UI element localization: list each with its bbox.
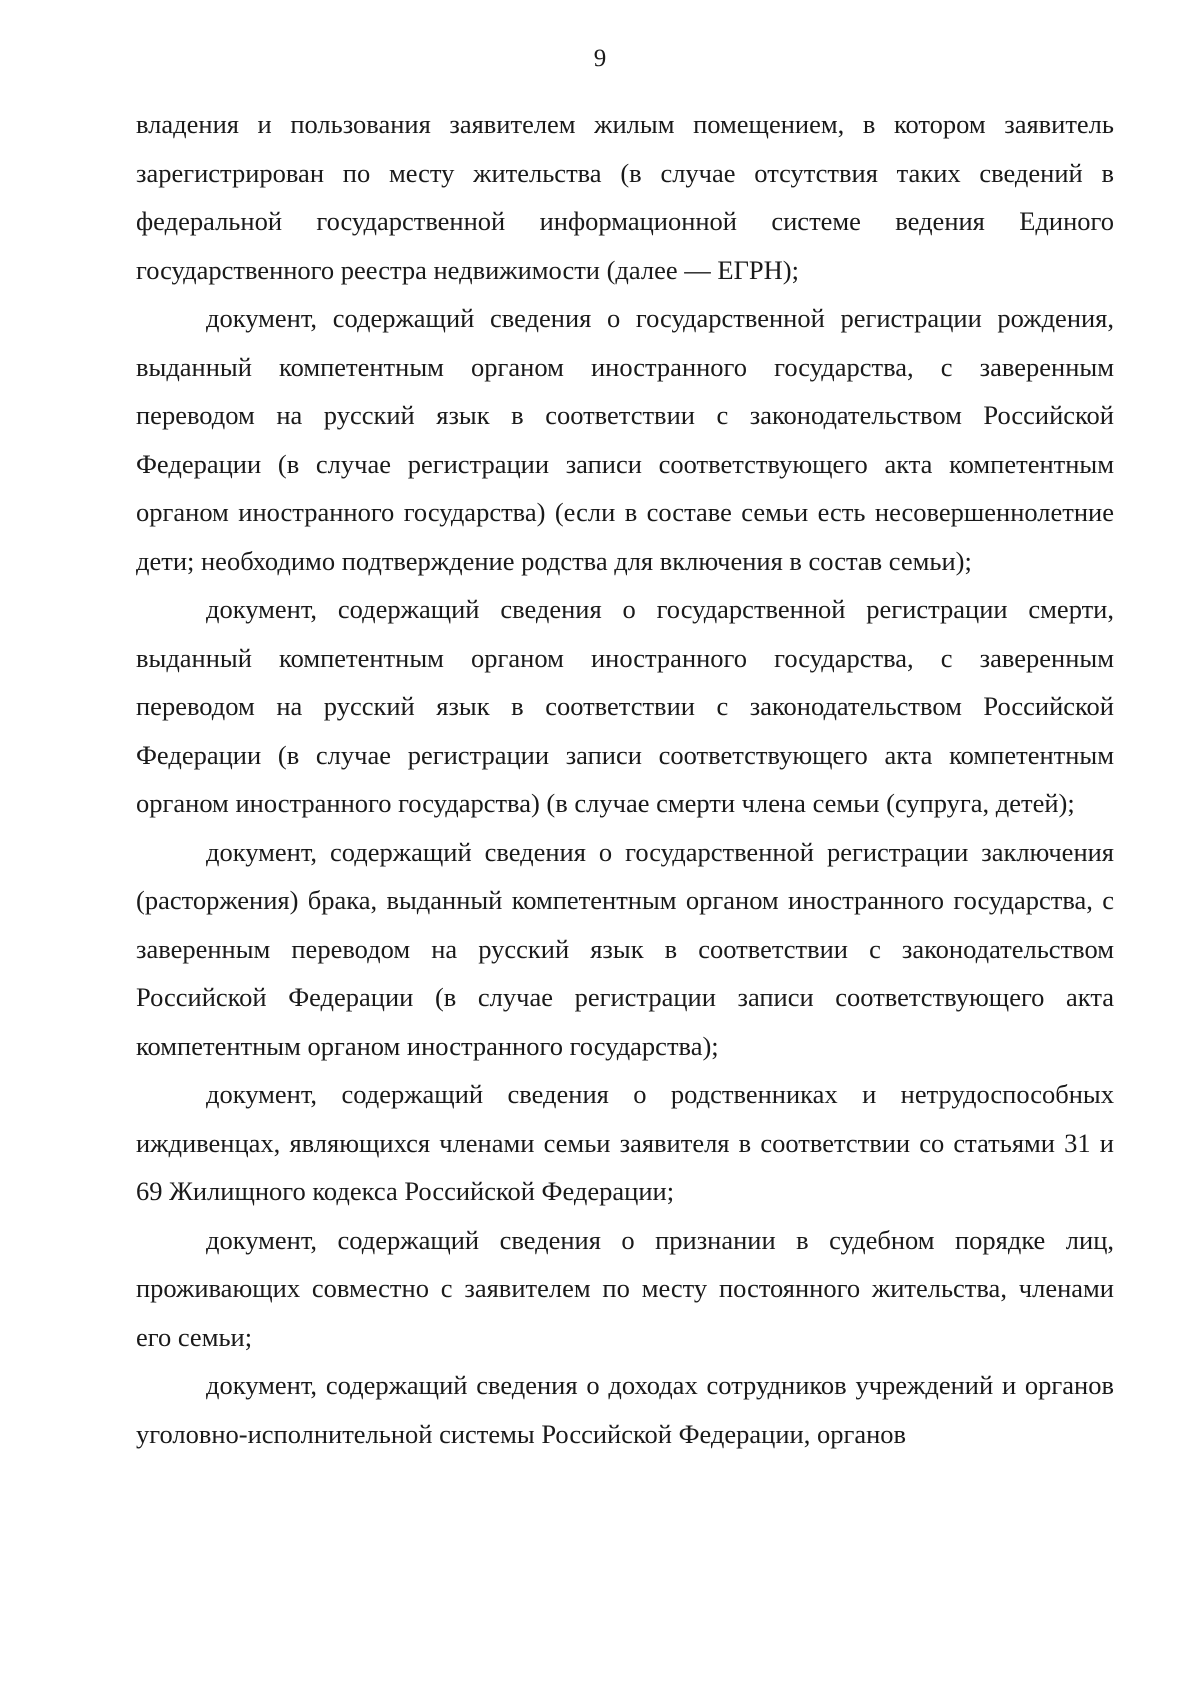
paragraph-marriage-registration: документ, содержащий сведения о государственной регистрации заключения (расторжения) брака, выданный компетентным органом иностранного государства, с заверенным переводом на русский язык в соответствии с законодательством Российской Федерации (в случае регистрации записи соответствующего акта компетентным органом иностранного государства);	[136, 836, 1114, 1061]
paragraph-relatives-dependents: документ, содержащий сведения о родственниках и нетрудоспособных иждивенцах, являющихся членами семьи заявителя в соответствии со статьями 31 и 69 Жилищного кодекса Российской Федерации;	[136, 1079, 1114, 1206]
paragraph-court-recognition: документ, содержащий сведения о признании в судебном порядке лиц, проживающих совместно с заявителем по месту постоянного жительства, членами его семьи;	[136, 1224, 1114, 1352]
document-body	[136, 100, 1114, 1458]
paragraph-birth-registration: документ, содержащий сведения о государственной регистрации рождения, выданный компетентным органом иностранного государства, с заверенным переводом на русский язык в соответствии с законодательством Российской Федерации (в случае регистрации записи соответствующего акта компетентным органом иностранного государства) (если в составе семьи есть несовершеннолетние дети; необходимо подтверждение родства для включения в состав семьи);	[136, 303, 1114, 576]
paragraph-income-info: документ, содержащий сведения о доходах сотрудников учреждений и органов уголовно-исполнительной системы Российской Федерации, органов	[136, 1370, 1114, 1449]
paragraph-ownership-continuation: владения и пользования заявителем жилым помещением, в котором заявитель зарегистрирован по месту жительства (в случае отсутствия таких сведений в федеральной государственной информационной системе ведения Единого государственного реестра недвижимости (далее — ЕГРН);	[136, 109, 1114, 285]
paragraph-death-registration: документ, содержащий сведения о государственной регистрации смерти, выданный компетентным органом иностранного государства, с заверенным переводом на русский язык в соответствии с законодательством Российской Федерации (в случае регистрации записи соответствующего акта компетентным органом иностранного государства) (в случае смерти члена семьи (супруга, детей);	[136, 594, 1114, 818]
page-number: 9	[593, 45, 607, 72]
